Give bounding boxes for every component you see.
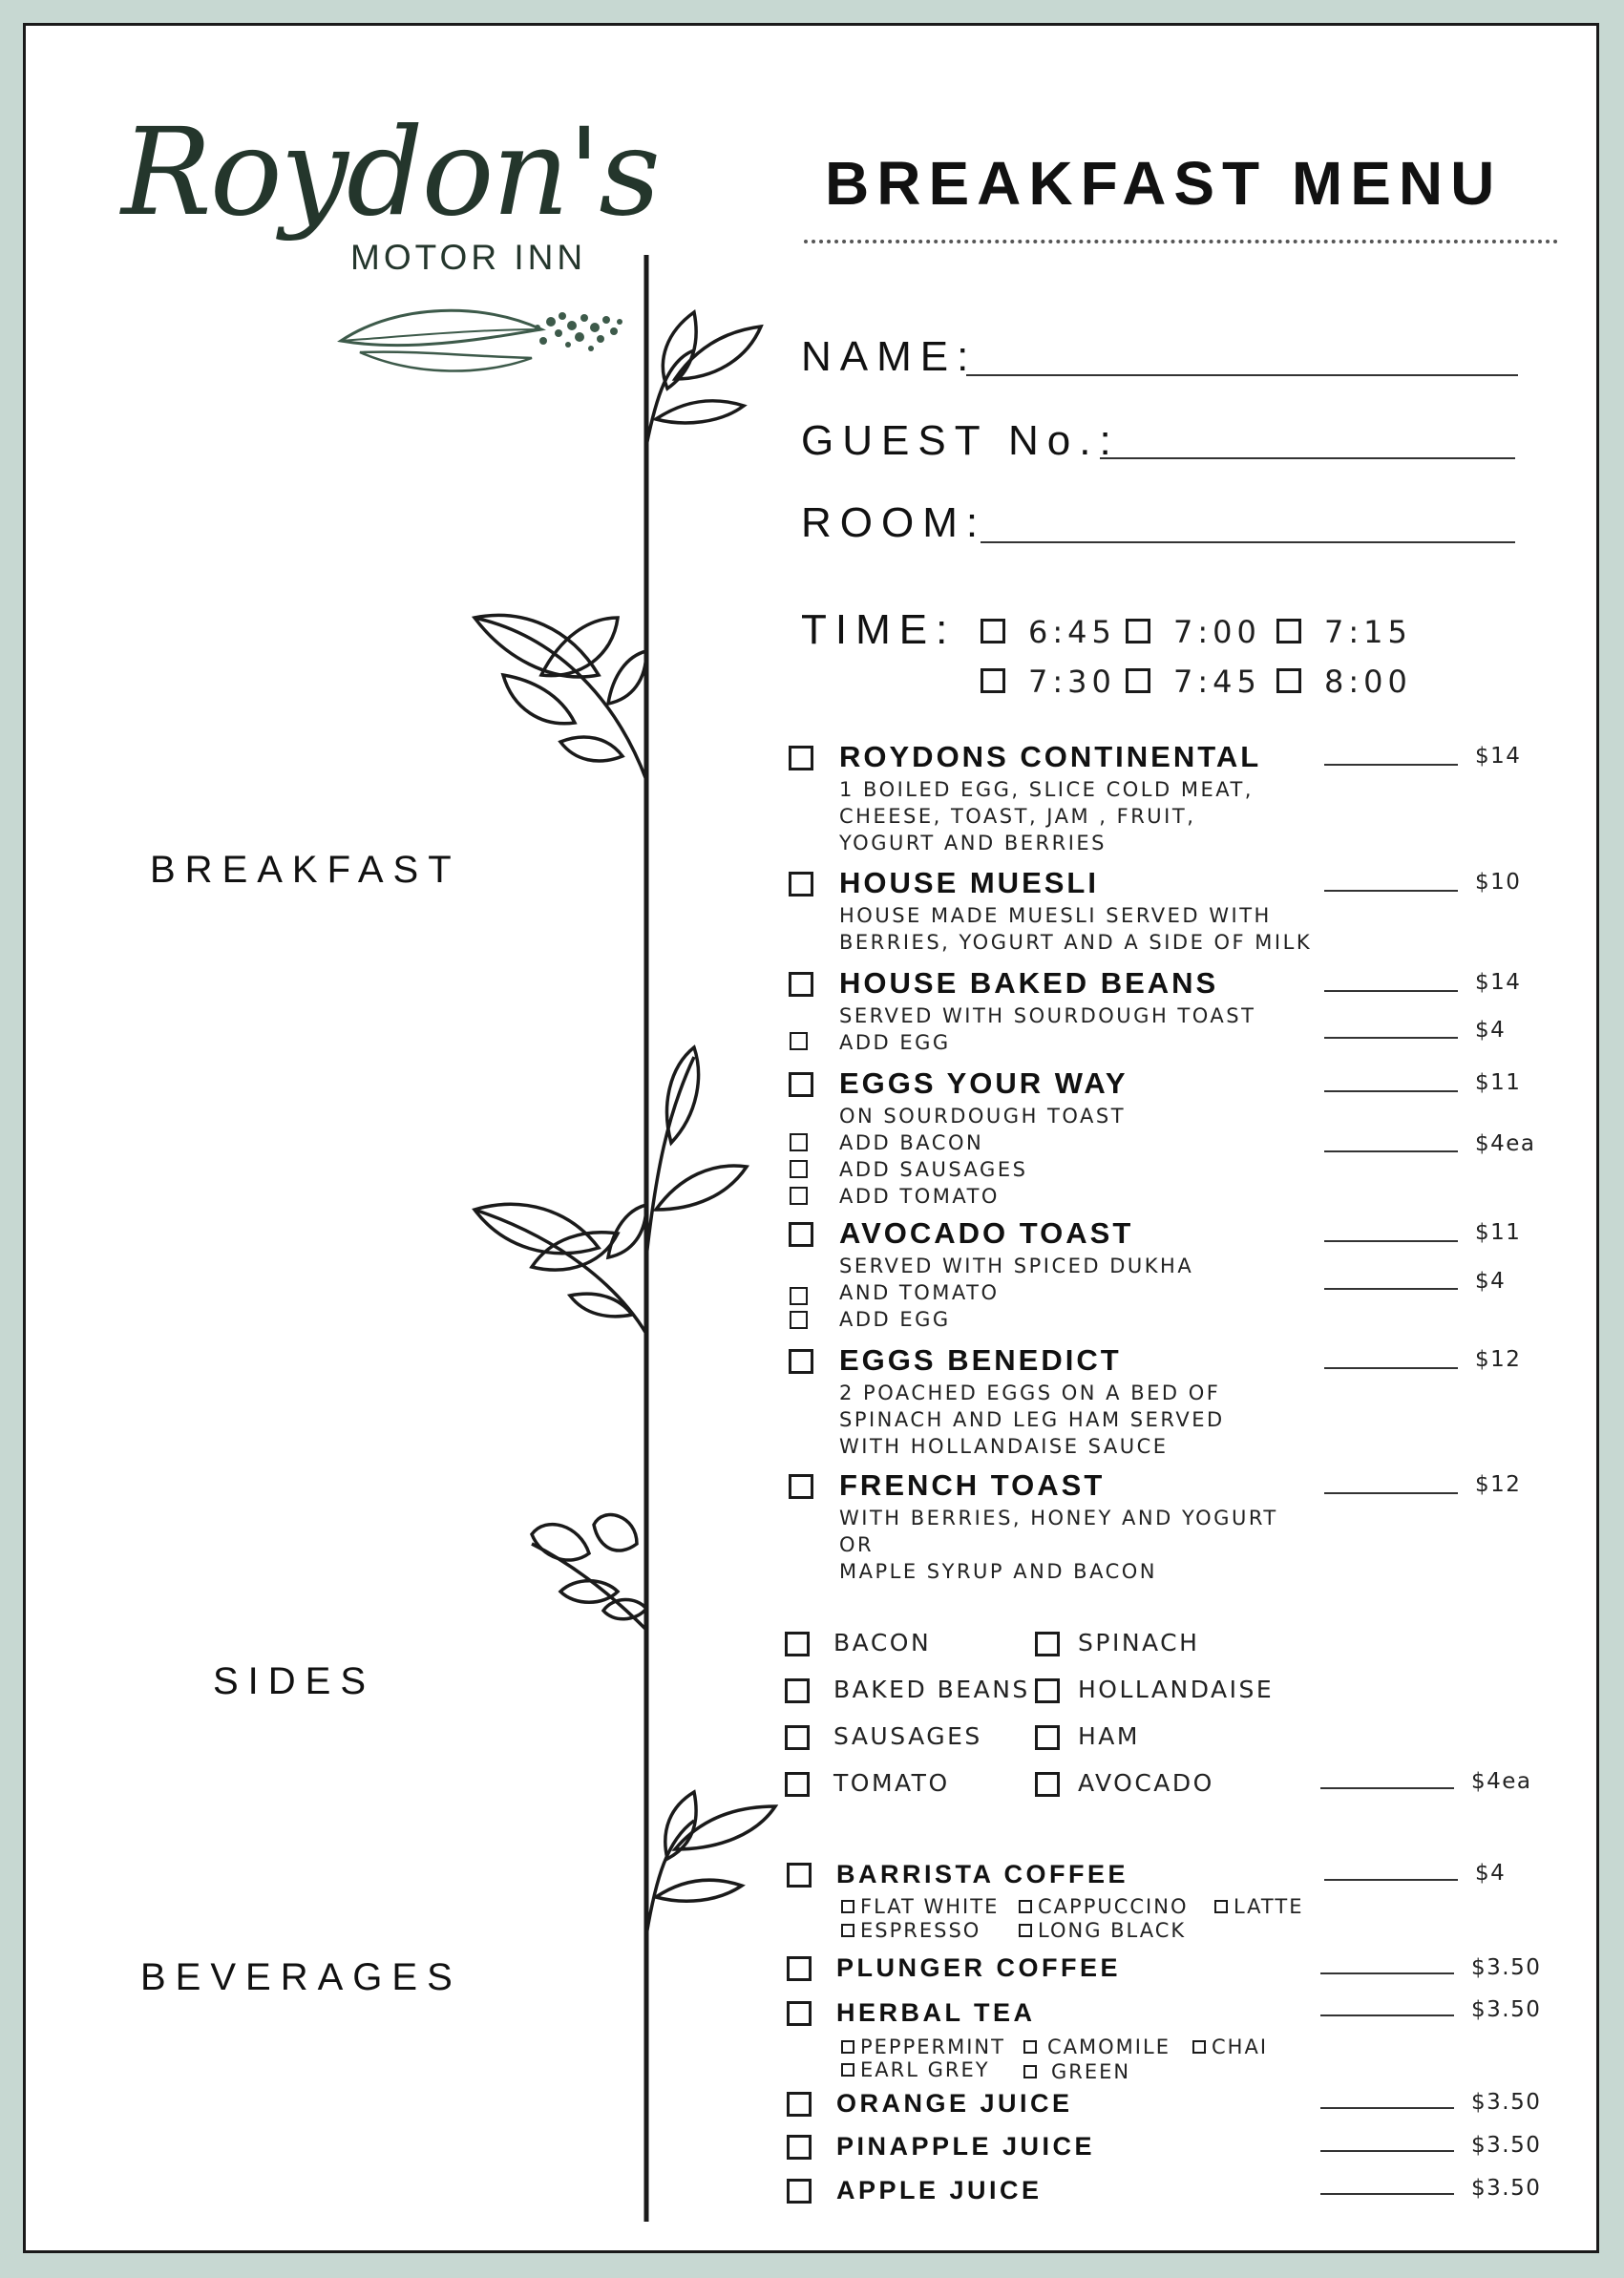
item-price-continental: $14	[1475, 744, 1522, 769]
opt-checkbox-espresso[interactable]	[841, 1924, 854, 1937]
opt-flat-white: FLAT WHITE	[860, 1895, 1000, 1918]
side-checkbox-hollandaise[interactable]	[1035, 1678, 1060, 1703]
opt-checkbox-long-black[interactable]	[1019, 1924, 1032, 1937]
logo-subtitle: MOTOR INN	[350, 238, 587, 277]
addon-avocado-egg: ADD EGG	[839, 1308, 951, 1331]
price-line	[1324, 1037, 1458, 1039]
time-option-730: 7:30	[1028, 664, 1116, 700]
addon-checkbox-beans-egg[interactable]	[790, 1032, 808, 1050]
sides-price: $4ea	[1471, 1769, 1532, 1794]
time-checkbox-700[interactable]	[1126, 619, 1150, 643]
opt-earl-grey: EARL GREY	[860, 2058, 990, 2081]
addon-price-eggs: $4ea	[1475, 1131, 1536, 1156]
opt-checkbox-peppermint[interactable]	[841, 2040, 854, 2054]
price-line	[1324, 1240, 1458, 1242]
opt-checkbox-cappuccino[interactable]	[1019, 1900, 1032, 1913]
price-line	[1320, 2150, 1454, 2152]
side-sausages: SAUSAGES	[833, 1722, 982, 1750]
bev-name-tea: HERBAL TEA	[836, 1998, 1036, 2027]
item-desc-benedict-2: SPINACH AND LEG HAM SERVED	[839, 1408, 1225, 1431]
time-checkbox-730[interactable]	[981, 668, 1005, 693]
side-checkbox-sausages[interactable]	[785, 1725, 810, 1750]
item-name-beans: HOUSE BAKED BEANS	[839, 966, 1219, 1000]
item-checkbox-continental[interactable]	[789, 746, 813, 770]
item-checkbox-muesli[interactable]	[789, 872, 813, 896]
price-line	[1324, 1150, 1458, 1152]
addon-checkbox-bacon[interactable]	[790, 1133, 808, 1151]
bev-price-pineapple: $3.50	[1471, 2133, 1542, 2158]
side-checkbox-avocado[interactable]	[1035, 1772, 1060, 1797]
side-checkbox-baked-beans[interactable]	[785, 1678, 810, 1703]
item-desc-french-1: WITH BERRIES, HONEY AND YOGURT	[839, 1507, 1278, 1529]
logo-script: Roydon's	[121, 102, 659, 243]
room-label: ROOM:	[801, 499, 987, 546]
time-checkbox-715[interactable]	[1276, 619, 1301, 643]
item-name-avocado: AVOCADO TOAST	[839, 1216, 1134, 1250]
price-line	[1320, 2107, 1454, 2109]
time-option-715: 7:15	[1324, 614, 1412, 650]
opt-green: GREEN	[1051, 2060, 1131, 2083]
bev-checkbox-pineapple[interactable]	[787, 2135, 812, 2160]
section-beverages: BEVERAGES	[140, 1956, 462, 1998]
side-checkbox-ham[interactable]	[1035, 1725, 1060, 1750]
item-price-muesli: $10	[1475, 870, 1522, 895]
page-title: BREAKFAST MENU	[825, 149, 1503, 218]
bev-name-barista: BARRISTA COFFEE	[836, 1860, 1128, 1888]
side-checkbox-spinach[interactable]	[1035, 1632, 1060, 1656]
item-price-avocado: $11	[1475, 1220, 1522, 1245]
bev-name-orange: ORANGE JUICE	[836, 2089, 1073, 2118]
item-desc-continental-2: CHEESE, TOAST, JAM , FRUIT,	[839, 805, 1196, 828]
item-checkbox-beans[interactable]	[789, 972, 813, 997]
item-checkbox-avocado[interactable]	[789, 1222, 813, 1247]
side-bacon: BACON	[833, 1629, 932, 1656]
item-desc-muesli-2: BERRIES, YOGURT AND A SIDE OF MILK	[839, 931, 1313, 954]
item-desc-eggs: ON SOURDOUGH TOAST	[839, 1105, 1127, 1128]
price-line	[1320, 1972, 1454, 1974]
side-checkbox-tomato[interactable]	[785, 1772, 810, 1797]
price-line	[1324, 1090, 1458, 1092]
time-option-745: 7:45	[1173, 664, 1261, 700]
addon-bacon: ADD BACON	[839, 1131, 984, 1154]
item-checkbox-french[interactable]	[789, 1474, 813, 1499]
addon-checkbox-avocado-tomato[interactable]	[790, 1287, 808, 1305]
bev-name-apple: APPLE JUICE	[836, 2176, 1043, 2204]
item-price-benedict: $12	[1475, 1347, 1522, 1372]
section-sides: SIDES	[213, 1660, 376, 1702]
item-price-beans: $14	[1475, 970, 1522, 995]
addon-price-avocado: $4	[1475, 1269, 1507, 1294]
opt-cappuccino: CAPPUCCINO	[1038, 1895, 1189, 1918]
time-label: TIME:	[801, 606, 957, 653]
name-input[interactable]	[966, 374, 1518, 376]
opt-checkbox-camomile[interactable]	[1023, 2040, 1037, 2054]
opt-checkbox-green[interactable]	[1023, 2065, 1037, 2078]
bev-price-tea: $3.50	[1471, 1997, 1542, 2022]
item-checkbox-eggs[interactable]	[789, 1072, 813, 1097]
side-avocado: AVOCADO	[1078, 1769, 1214, 1797]
bev-name-plunger: PLUNGER COFFEE	[836, 1953, 1122, 1982]
item-desc-continental-3: YOGURT AND BERRIES	[839, 832, 1107, 854]
bev-price-plunger: $3.50	[1471, 1955, 1542, 1980]
opt-checkbox-flat-white[interactable]	[841, 1900, 854, 1913]
time-option-800: 8:00	[1324, 664, 1412, 700]
addon-price-beans: $4	[1475, 1018, 1507, 1043]
time-option-645: 6:45	[1028, 614, 1116, 650]
opt-peppermint: PEPPERMINT	[860, 2035, 1005, 2058]
bev-checkbox-apple[interactable]	[787, 2179, 812, 2204]
price-line	[1324, 1492, 1458, 1494]
addon-checkbox-sausages[interactable]	[790, 1160, 808, 1178]
price-line	[1320, 1787, 1454, 1789]
opt-latte: LATTE	[1234, 1895, 1304, 1918]
menu-card	[23, 23, 1599, 2253]
item-desc-benedict-1: 2 POACHED EGGS ON A BED OF	[839, 1382, 1221, 1404]
item-desc-avocado-2: AND TOMATO	[839, 1281, 1000, 1304]
side-spinach: SPINACH	[1078, 1629, 1200, 1656]
bev-checkbox-plunger[interactable]	[787, 1956, 812, 1981]
price-line	[1324, 764, 1458, 766]
bev-price-orange: $3.50	[1471, 2090, 1542, 2115]
item-desc-continental-1: 1 BOILED EGG, SLICE COLD MEAT,	[839, 778, 1254, 801]
side-checkbox-bacon[interactable]	[785, 1632, 810, 1656]
item-desc-beans: SERVED WITH SOURDOUGH TOAST	[839, 1004, 1256, 1027]
opt-checkbox-chai[interactable]	[1192, 2040, 1206, 2054]
item-desc-benedict-3: WITH HOLLANDAISE SAUCE	[839, 1435, 1169, 1458]
opt-chai: CHAI	[1212, 2035, 1269, 2058]
side-ham: HAM	[1078, 1722, 1140, 1750]
price-line	[1320, 2193, 1454, 2195]
bev-name-pineapple: PINAPPLE JUICE	[836, 2132, 1096, 2161]
section-breakfast: BREAKFAST	[150, 849, 461, 891]
guest-number-label: GUEST No.:	[801, 417, 1120, 464]
price-line	[1324, 1367, 1458, 1369]
addon-sausages: ADD SAUSAGES	[839, 1158, 1028, 1181]
price-line	[1320, 2014, 1454, 2016]
time-checkbox-800[interactable]	[1276, 668, 1301, 693]
item-name-benedict: EGGS BENEDICT	[839, 1343, 1122, 1377]
price-line	[1324, 1879, 1458, 1881]
item-desc-french-3: MAPLE SYRUP AND BACON	[839, 1560, 1157, 1583]
opt-camomile: CAMOMILE	[1047, 2035, 1171, 2058]
vine-decoration	[417, 255, 799, 2260]
item-desc-muesli-1: HOUSE MADE MUESLI SERVED WITH	[839, 904, 1272, 927]
price-line	[1324, 890, 1458, 892]
guest-number-input[interactable]	[1100, 457, 1515, 459]
addon-checkbox-avocado-egg[interactable]	[790, 1311, 808, 1329]
time-option-700: 7:00	[1173, 614, 1261, 650]
addon-beans-egg: ADD EGG	[839, 1031, 951, 1054]
item-desc-french-2: OR	[839, 1533, 875, 1556]
item-name-french: FRENCH TOAST	[839, 1468, 1106, 1502]
opt-checkbox-earl-grey[interactable]	[841, 2063, 854, 2077]
addon-checkbox-tomato[interactable]	[790, 1187, 808, 1205]
opt-long-black: LONG BLACK	[1038, 1919, 1187, 1942]
bev-price-barista: $4	[1475, 1861, 1507, 1886]
item-desc-avocado-1: SERVED WITH SPICED DUKHA	[839, 1255, 1194, 1277]
opt-espresso: ESPRESSO	[860, 1919, 981, 1942]
bev-checkbox-tea[interactable]	[787, 2001, 812, 2026]
bev-checkbox-orange[interactable]	[787, 2092, 812, 2117]
item-name-muesli: HOUSE MUESLI	[839, 866, 1099, 899]
bev-price-apple: $3.50	[1471, 2176, 1542, 2201]
side-baked-beans: BAKED BEANS	[833, 1676, 1030, 1703]
item-price-eggs: $11	[1475, 1070, 1522, 1095]
item-name-continental: ROYDONS CONTINENTAL	[839, 740, 1262, 773]
side-hollandaise: HOLLANDAISE	[1078, 1676, 1275, 1703]
time-checkbox-745[interactable]	[1126, 668, 1150, 693]
time-checkbox-645[interactable]	[981, 619, 1005, 643]
opt-checkbox-latte[interactable]	[1214, 1900, 1228, 1913]
title-divider	[804, 240, 1558, 243]
name-label: NAME:	[801, 333, 978, 380]
price-line	[1324, 990, 1458, 992]
room-input[interactable]	[981, 541, 1515, 543]
addon-tomato: ADD TOMATO	[839, 1185, 1000, 1208]
item-price-french: $12	[1475, 1472, 1522, 1497]
side-tomato: TOMATO	[833, 1769, 950, 1797]
item-name-eggs: EGGS YOUR WAY	[839, 1066, 1128, 1100]
item-checkbox-benedict[interactable]	[789, 1349, 813, 1374]
price-line	[1324, 1288, 1458, 1290]
bev-checkbox-barista[interactable]	[787, 1863, 812, 1888]
